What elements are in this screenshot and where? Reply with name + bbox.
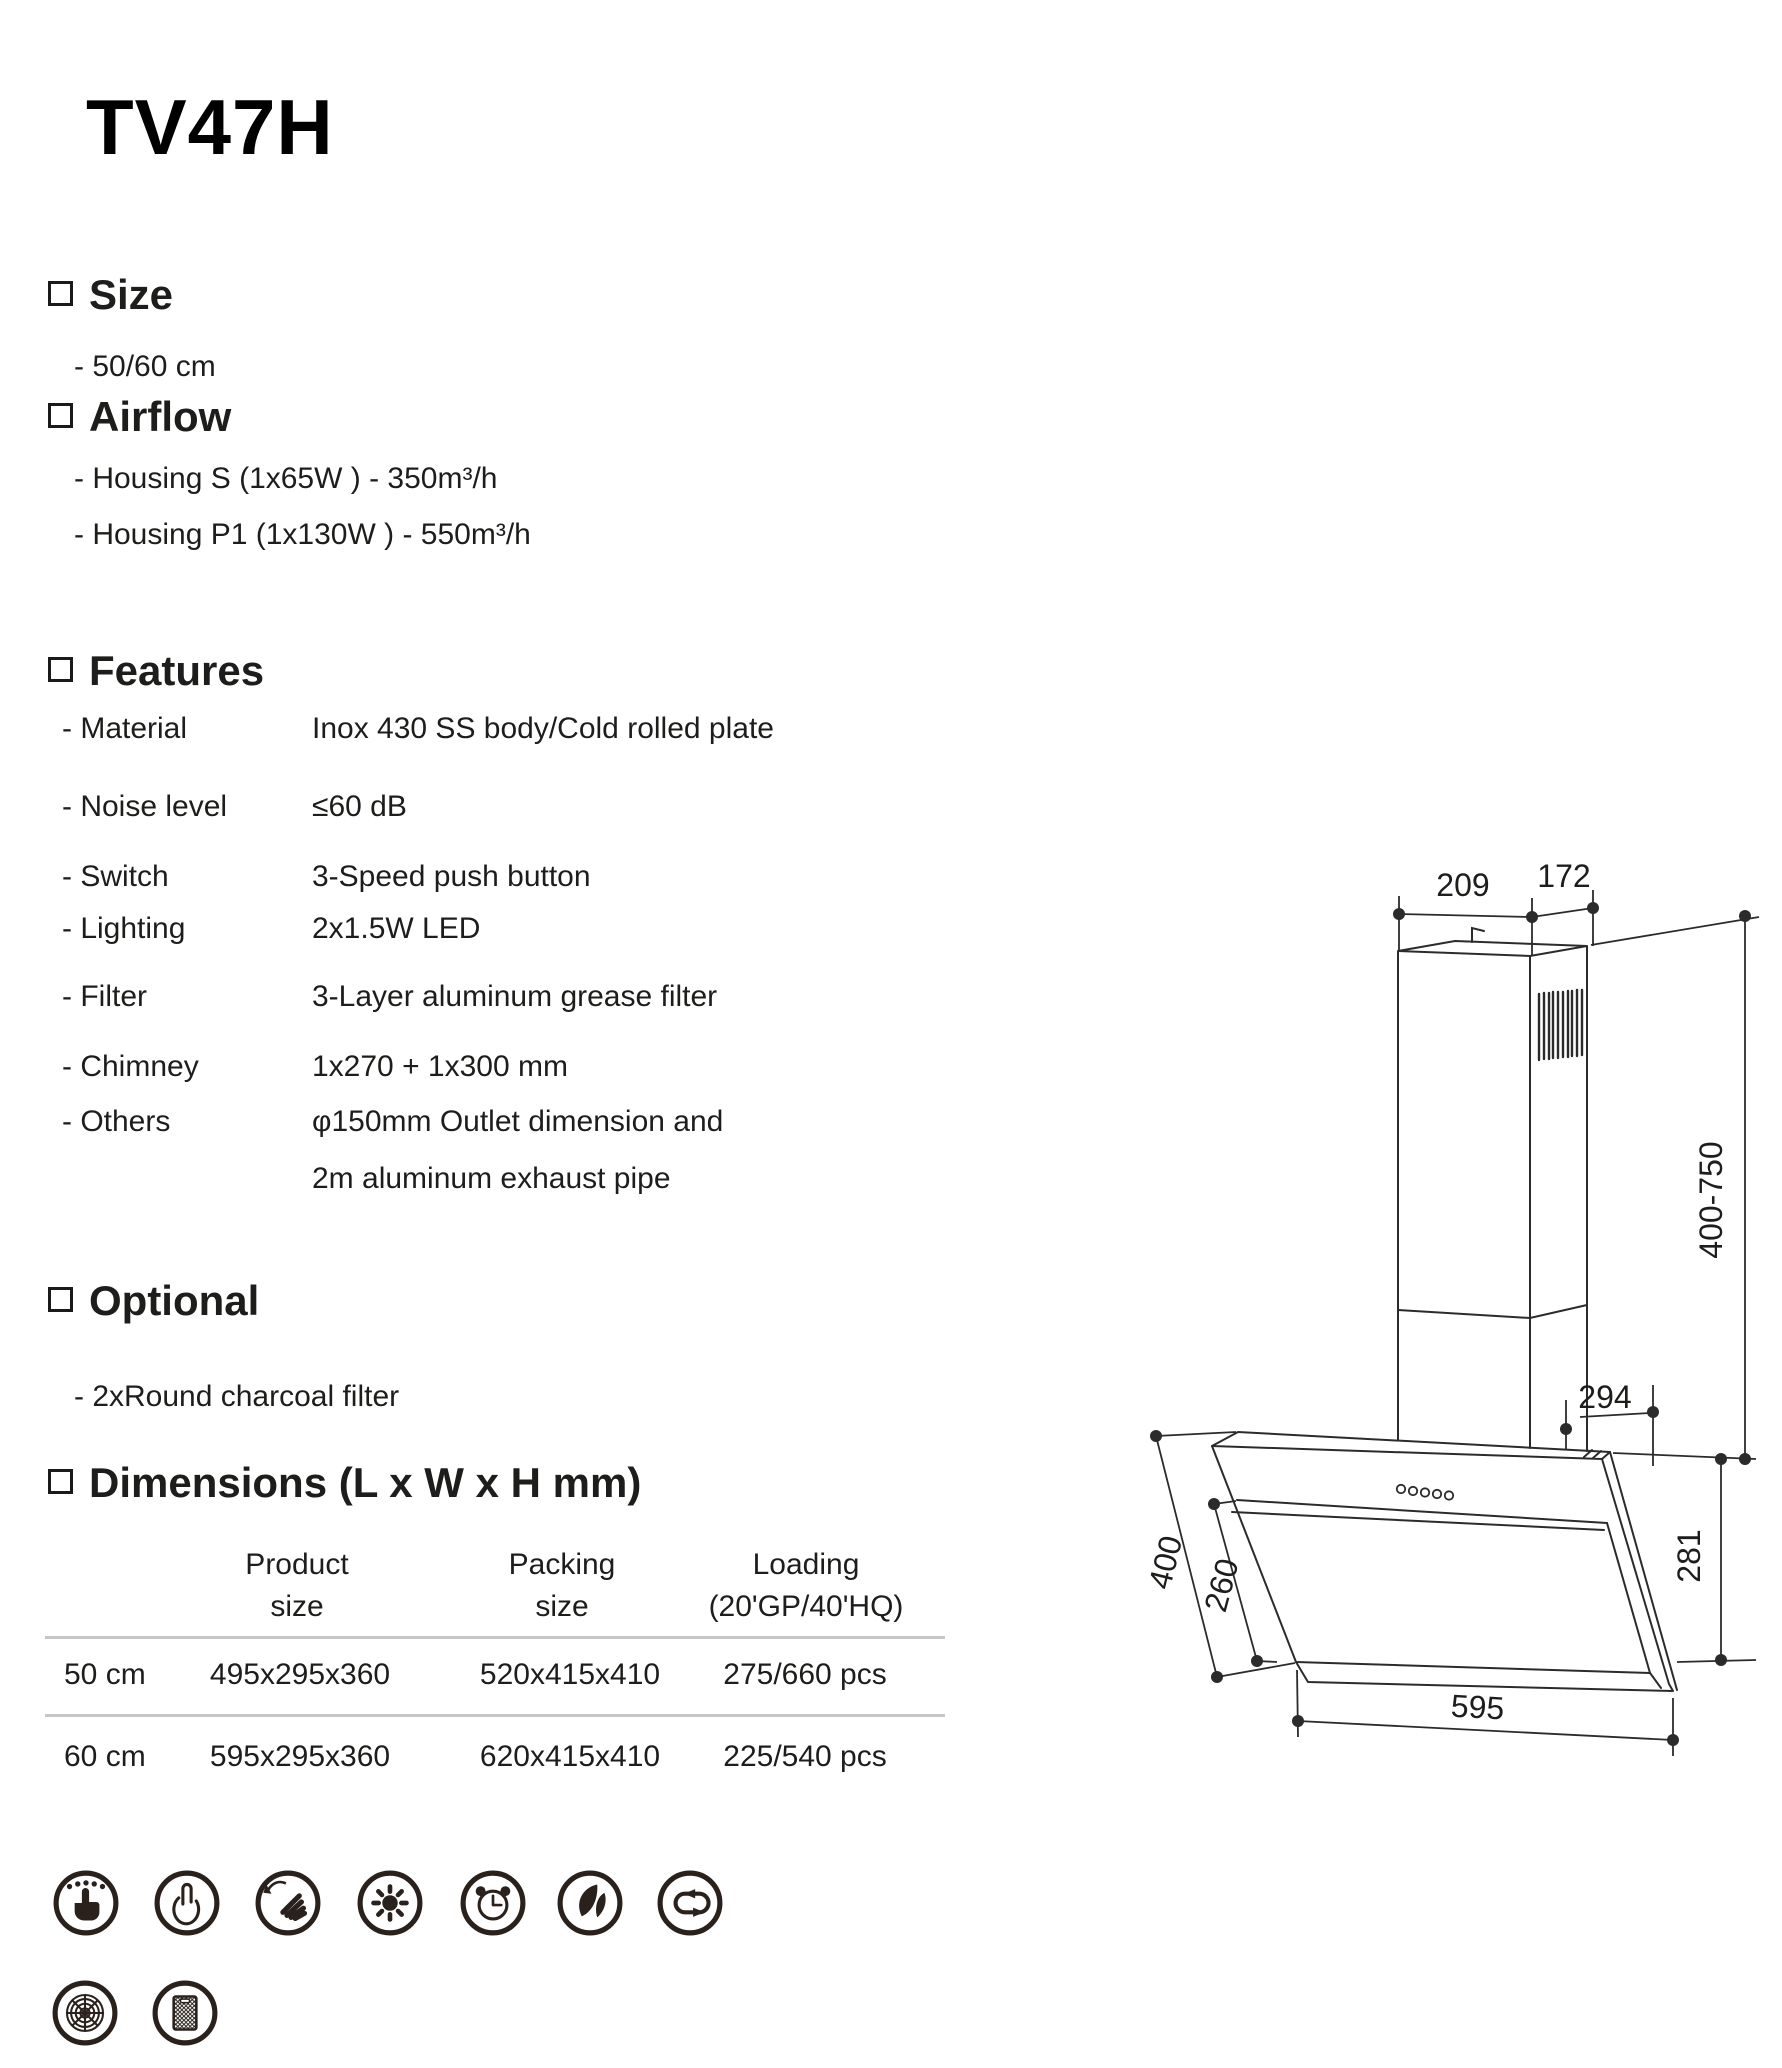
dim-hood-right-height: 281 [1671, 1529, 1707, 1583]
square-bullet-icon [48, 657, 73, 682]
table-cell: 275/660 pcs [723, 1658, 887, 1691]
col-header-loading-2: (20'GP/40'HQ) [708, 1590, 904, 1623]
feature-row: - Filter 3-Layer aluminum grease filter [62, 980, 718, 1013]
col-header-packing-2: size [535, 1590, 589, 1623]
grease-filter-icon [151, 1979, 219, 2047]
dimension-lines [1156, 890, 1759, 1756]
square-bullet-icon [48, 281, 73, 306]
section-features [48, 648, 264, 694]
dim-top-depth: 172 [1537, 858, 1591, 894]
eco-icon [556, 1869, 624, 1937]
dimensions-heading: Dimensions (L x W x H mm) [89, 1459, 642, 1506]
table-cell: 225/540 pcs [723, 1740, 887, 1773]
feature-row: - Noise level ≤60 dB [62, 790, 407, 823]
square-bullet-icon [48, 403, 73, 428]
optional-item: - 2xRound charcoal filter [74, 1380, 400, 1413]
size-heading: Size [89, 271, 174, 318]
table-divider [45, 1636, 945, 1639]
optional-heading: Optional [89, 1277, 260, 1324]
dimension-labels [1141, 858, 1729, 1726]
mounting-bracket [1472, 928, 1484, 942]
hood-technical-drawing [880, 640, 1782, 1810]
chimney-joint [1398, 1305, 1587, 1318]
col-header-product-2: size [270, 1590, 324, 1623]
dim-hood-left-height: 400 [1141, 1532, 1190, 1593]
section-optional [48, 1278, 259, 1324]
airflow-item: - Housing P1 (1x130W ) - 550m³/h [74, 518, 531, 551]
dimension-dots [1150, 902, 1751, 1746]
section-dimensions [48, 1460, 641, 1506]
charcoal-filter-icon [51, 1979, 119, 2047]
feature-row: - Material Inox 430 SS body/Cold rolled plate [62, 712, 774, 745]
features-heading: Features [89, 647, 265, 694]
timer-icon [459, 1869, 527, 1937]
section-airflow [48, 394, 231, 440]
square-bullet-icon [48, 1469, 73, 1494]
dim-top-width: 209 [1436, 867, 1490, 903]
feature-row: - Switch 3-Speed push button [62, 860, 591, 893]
dim-height-range: 400-750 [1693, 1141, 1729, 1259]
chimney-top-face [1398, 941, 1587, 956]
table-cell: 620x415x410 [479, 1740, 661, 1773]
col-header-packing: Packing [508, 1548, 616, 1581]
row-size-label: 50 cm [64, 1658, 146, 1691]
col-header-product: Product [245, 1548, 349, 1581]
feature-row: - Chimney 1x270 + 1x300 mm [62, 1050, 568, 1083]
table-divider [45, 1714, 945, 1717]
dim-hood-top-depth: 294 [1578, 1379, 1632, 1415]
light-icon [356, 1869, 424, 1937]
page-title: TV47H [86, 83, 334, 171]
square-bullet-icon [48, 1287, 73, 1312]
row-size-label: 60 cm [64, 1740, 146, 1773]
hood-frame [1296, 1452, 1677, 1691]
table-cell: 595x295x360 [209, 1740, 391, 1773]
air-recirculation-icon [656, 1869, 724, 1937]
hood-top-slab [1212, 1432, 1610, 1459]
glass-panel [1212, 1446, 1650, 1673]
vent-grille-icon [1539, 990, 1582, 1060]
dim-glass-left-height: 260 [1197, 1554, 1246, 1616]
dim-hood-width: 595 [1449, 1687, 1506, 1727]
feature-row: - Others φ150mm Outlet dimension and [62, 1105, 724, 1138]
gesture-control-icon [254, 1869, 322, 1937]
table-cell: 495x295x360 [209, 1658, 391, 1691]
airflow-heading: Airflow [89, 393, 232, 440]
size-value: - 50/60 cm [74, 350, 216, 383]
push-buttons [1397, 1485, 1453, 1500]
col-header-loading: Loading [752, 1548, 860, 1581]
table-cell: 520x415x410 [479, 1658, 661, 1691]
section-size [48, 272, 173, 318]
airflow-item: - Housing S (1x65W ) - 350m³/h [74, 462, 498, 495]
touch-control-icon [153, 1869, 221, 1937]
push-button-control-icon [52, 1869, 120, 1937]
feature-row: - Lighting 2x1.5W LED [62, 912, 481, 945]
control-band [1232, 1500, 1607, 1530]
feature-row-continuation: 2m aluminum exhaust pipe [312, 1162, 671, 1195]
